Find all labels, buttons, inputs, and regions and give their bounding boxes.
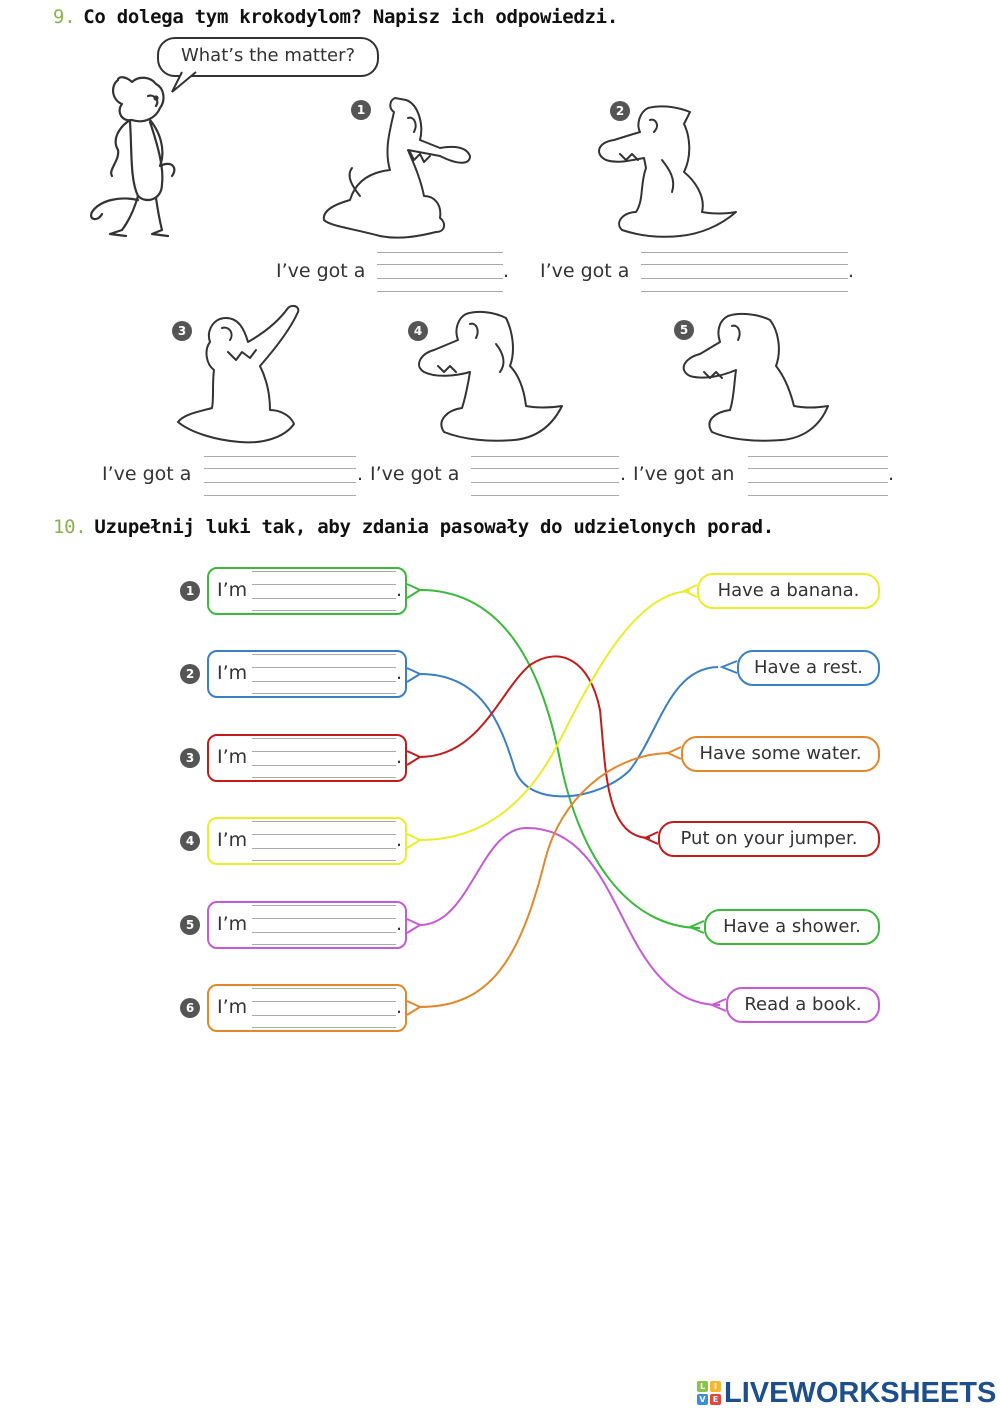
match-badge-5: 5: [180, 915, 200, 935]
statement-input-1[interactable]: [252, 583, 396, 603]
statement-3-prefix: I’m: [217, 746, 248, 768]
logo-letter-v: V: [697, 1394, 708, 1405]
crocodile-4-icon: [419, 312, 562, 441]
statement-input-3[interactable]: [252, 750, 396, 770]
exercise-9-number: 9.: [53, 6, 76, 28]
answer-blank-3: [204, 454, 356, 498]
advice-put-on-your-jumper: Put on your jumper.: [658, 821, 880, 857]
statement-input-4[interactable]: [252, 833, 396, 853]
advice-have-some-water: Have some water.: [681, 736, 880, 772]
statement-input-5[interactable]: [252, 917, 396, 937]
crocodile-2-icon: [599, 106, 736, 236]
logo-letter-e: E: [710, 1394, 721, 1405]
statement-input-6[interactable]: [252, 1000, 396, 1020]
sentence-1-prefix: I’ve got a: [276, 260, 366, 282]
speech-tail-icon: [172, 72, 196, 92]
statement-4-prefix: I’m: [217, 829, 248, 851]
statement-box-5: [207, 901, 407, 949]
brand-wordmark: LIVEWORKSHEETS: [724, 1376, 997, 1409]
advice-have-a-shower: Have a shower.: [704, 909, 880, 945]
answer-blank-2: [641, 250, 848, 294]
crocodile-badge-5: 5: [674, 320, 694, 340]
statement-5-prefix: I’m: [217, 913, 248, 935]
answer-input-5[interactable]: [748, 466, 888, 486]
sentence-5-prefix: I’ve got an: [633, 463, 735, 485]
statement-3-period: .: [396, 746, 403, 768]
statement-5-period: .: [396, 913, 403, 935]
sentence-4-period: .: [620, 463, 627, 485]
crocodile-badge-4: 4: [408, 321, 428, 341]
answer-input-4[interactable]: [471, 466, 619, 486]
sentence-2-period: .: [848, 260, 855, 282]
statement-box-4: [207, 817, 407, 865]
match-badge-2: 2: [180, 664, 200, 684]
exercise-10-instruction: Uzupełnij luki tak, aby zdania pasowały do udzielonych porad.: [94, 516, 774, 538]
sentence-3-period: .: [357, 463, 364, 485]
crocodile-badge-3: 3: [172, 321, 192, 341]
advice-read-a-book: Read a book.: [726, 987, 880, 1023]
sentence-3-prefix: I’ve got a: [102, 463, 192, 485]
sentence-1-period: .: [503, 260, 510, 282]
statement-1-period: .: [396, 579, 403, 601]
statement-box-2: [207, 650, 407, 698]
match-badge-4: 4: [180, 831, 200, 851]
exercise-10-number: 10.: [53, 516, 87, 538]
answer-input-1[interactable]: [377, 262, 503, 282]
liveworksheets-logo-icon: [697, 1381, 721, 1405]
crocodile-1-icon: [324, 98, 470, 238]
answer-blank-4: [471, 454, 619, 498]
statement-input-2[interactable]: [252, 666, 396, 686]
statement-2-period: .: [396, 662, 403, 684]
sentence-2-prefix: I’ve got a: [540, 260, 630, 282]
statement-4-period: .: [396, 829, 403, 851]
crocodile-badge-1: 1: [351, 100, 371, 120]
logo-letter-i: I: [710, 1381, 721, 1392]
statement-6-blank: [252, 988, 396, 1028]
sentence-4-prefix: I’ve got a: [370, 463, 460, 485]
answer-input-3[interactable]: [204, 466, 356, 486]
speech-bubble: What’s the matter?: [157, 37, 379, 77]
statement-1-blank: [252, 571, 396, 611]
advice-have-a-banana: Have a banana.: [697, 573, 880, 609]
answer-input-2[interactable]: [641, 262, 848, 282]
statement-2-blank: [252, 654, 396, 694]
crocodile-5-icon: [684, 314, 828, 441]
crocodile-3-icon: [178, 306, 298, 442]
liveworksheets-brand: [697, 1377, 996, 1409]
match-badge-3: 3: [180, 748, 200, 768]
exercise-9-instruction: Co dolega tym krokodylom? Napisz ich odpowiedzi.: [83, 6, 618, 28]
statement-5-blank: [252, 905, 396, 945]
match-badge-1: 1: [180, 581, 200, 601]
monkey-icon: [91, 77, 174, 236]
crocodile-badge-2: 2: [610, 101, 630, 121]
match-badge-6: 6: [180, 998, 200, 1018]
statement-6-period: .: [396, 996, 403, 1018]
statement-box-6: [207, 984, 407, 1032]
statement-4-blank: [252, 821, 396, 861]
logo-letter-l: L: [697, 1381, 708, 1392]
statement-1-prefix: I’m: [217, 579, 248, 601]
statement-6-prefix: I’m: [217, 996, 248, 1018]
exercise-10-heading: [53, 516, 774, 538]
advice-have-a-rest: Have a rest.: [737, 650, 880, 686]
statement-box-1: [207, 567, 407, 615]
statement-3-blank: [252, 738, 396, 778]
answer-blank-1: [377, 250, 503, 294]
statement-2-prefix: I’m: [217, 662, 248, 684]
answer-blank-5: [748, 454, 888, 498]
sentence-5-period: .: [888, 463, 895, 485]
statement-box-3: [207, 734, 407, 782]
